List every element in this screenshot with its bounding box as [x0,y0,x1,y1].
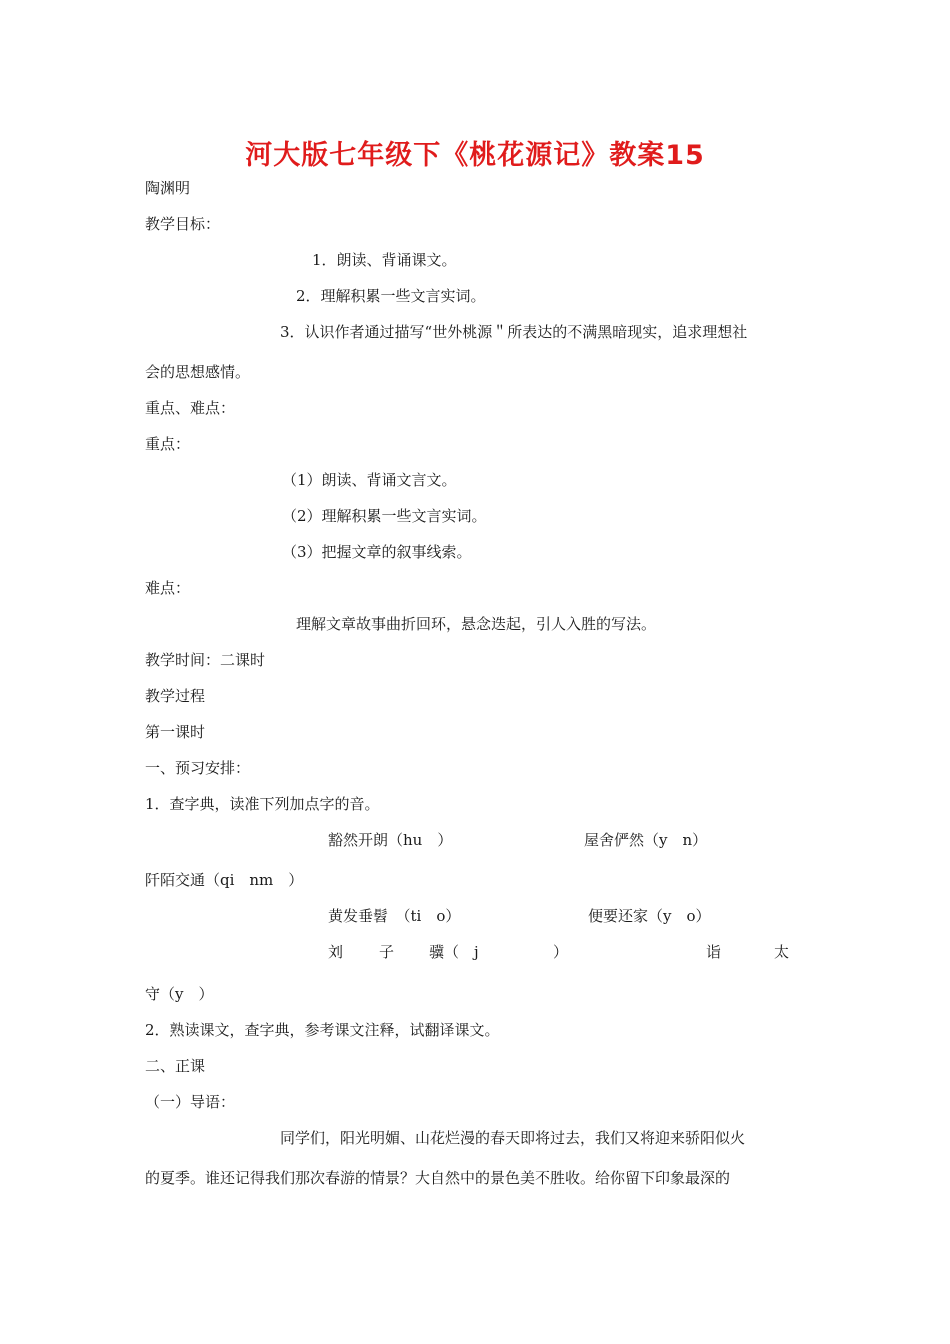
difficult-point: 理解文章故事曲折回环，悬念迭起，引人入胜的写法。 [296,615,657,633]
pronunciation-item: 阡陌交通（qi nm ） [145,871,304,889]
pronunciation-fragment: 诣 [706,943,722,961]
pronunciation-item: 便要还家（y o） [588,907,711,925]
objective-item: 1．朗读、背诵课文。 [312,251,457,269]
key-point: （3）把握文章的叙事线索。 [282,543,472,561]
objective-item-continued: 会的思想感情。 [145,363,251,381]
key-heading: 重点： [145,435,191,453]
intro-paragraph-line: 同学们，阳光明媚、山花烂漫的春天即将过去，我们又将迎来骄阳似火 [280,1129,746,1147]
pronunciation-fragment: 太 [774,943,790,961]
pronunciation-item: 豁然开朗（hu ） [328,831,453,849]
author: 陶渊明 [145,179,191,197]
preview-heading: 一、预习安排： [145,759,251,777]
key-point: （2）理解积累一些文言实词。 [282,507,487,525]
pronunciation-item: 屋舍俨然（y n） [584,831,708,849]
intro-heading: （一）导语： [145,1093,236,1111]
key-point: （1）朗读、背诵文言文。 [282,471,457,489]
intro-paragraph-line: 的夏季。谁还记得我们那次春游的情景？大自然中的景色美不胜收。给你留下印象最深的 [145,1169,731,1187]
preview-item-2: 2．熟读课文，查字典，参考课文注释，试翻译课文。 [145,1021,500,1039]
pronunciation-fragment: 子 [379,943,395,961]
objectives-heading: 教学目标： [145,215,221,233]
pronunciation-fragment: ） [553,943,569,961]
objective-item: 2．理解积累一些文言实词。 [296,287,486,305]
lesson-one-heading: 第一课时 [145,723,206,741]
document-title: 河大版七年级下《桃花源记》教案15 [245,140,705,171]
pronunciation-fragment: 骥（ j [429,943,479,961]
preview-item-1: 1．查字典，读准下列加点字的音。 [145,795,380,813]
main-heading: 二、正课 [145,1057,206,1075]
difficult-heading: 难点： [145,579,191,597]
teaching-time: 教学时间：二课时 [145,651,266,669]
process-heading: 教学过程 [145,687,206,705]
pronunciation-fragment: 刘 [328,943,344,961]
pronunciation-item: 守（y ） [145,985,214,1003]
pronunciation-item: 黄发垂髫 （ti o） [328,907,461,925]
key-difficult-heading: 重点、难点： [145,399,236,417]
objective-item: 3．认识作者通过描写“世外桃源＂所表达的不满黑暗现实，追求理想社 [280,323,748,341]
